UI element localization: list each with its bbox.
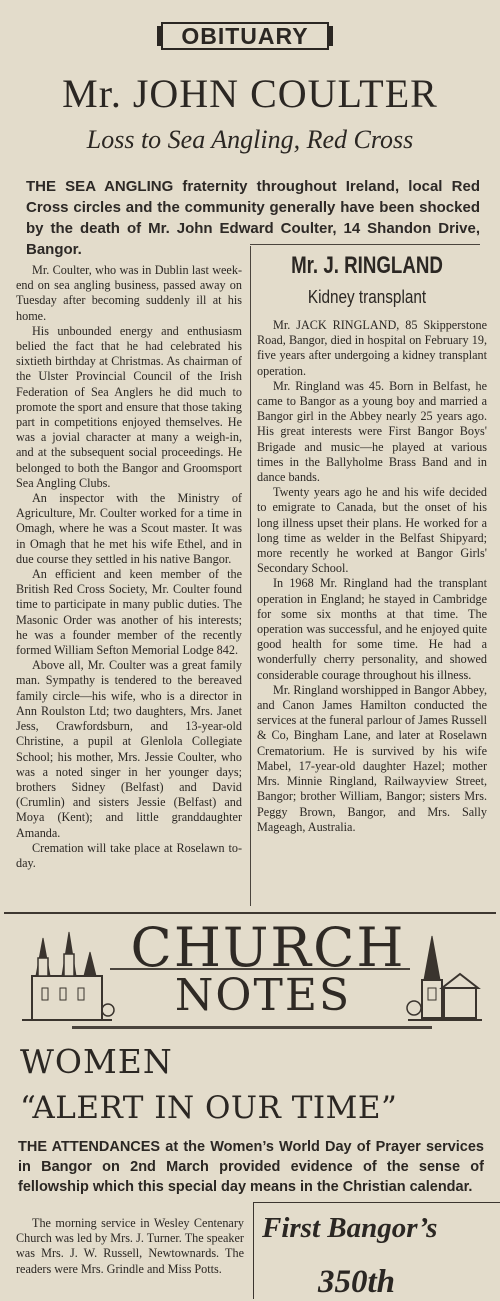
coulter-paragraph: Mr. Coulter, who was in Dublin last week-end on sea angling business, passed away on Tuesday after becoming suddenly ill at his home. <box>16 263 242 323</box>
banner-underline <box>72 1026 432 1029</box>
first-bangor-subtitle: 350th <box>318 1264 396 1300</box>
church-right-icon <box>407 936 482 1020</box>
column-divider <box>250 246 251 906</box>
first-bangor-title: First Bangor’s <box>262 1212 438 1244</box>
obituary-lead: THE SEA ANGLING fraternity throughout Ireland, local Red Cross circles and the community generally have been shocked by the death of Mr. John Edward Coulter, 14 Shandon Drive, Bangor. <box>26 178 480 258</box>
ringland-paragraph: Mr. Ringland was 45. Born in Belfast, he came to Bangor as a young boy and married a Bangor girl in the Abbey nearly 25 years ago. His great interests were First Bangor Boys' Brigade and music—he played at various times in the Ballyholme Brass Band and in dance bands. <box>257 378 487 485</box>
women-lead: THE ATTENDANCES at the Women’s World Day of Prayer services in Bangor on 2nd March provided evidence of the sense of fellowship which this special day means in the Christian calendar. <box>18 1139 484 1195</box>
coulter-paragraph: His unbounded energy and enthusiasm belied the fact that he had celebrated his sixtieth birthday at Christmas. As chairman of the Ulster Provincial Council of the Irish Federation of Sea Anglers he did much to promote the sport and ensure that those taking part in competitions enjoyed themselves. He was a jovial character at many a weigh-in, and at the subsequent social proceedings. He belonged to both the Bangor and Groomsport Sea Angling Clubs. <box>16 323 242 490</box>
section-label: OBITUARY <box>161 22 329 50</box>
obituary-headline: Mr. JOHN COULTER <box>62 71 438 116</box>
ringland-paragraph: Mr. JACK RINGLAND, 85 Skipperstone Road, Bangor, died in hospital on February 19, five years after undergoing a kidney transplant operation. <box>257 318 487 378</box>
women-paragraph: The morning service in Wesley Centenary Church was led by Mrs. J. Turner. The speaker was Mrs. J. W. Russell, Newtownards. The readers were Mrs. Grindle and Miss Potts. <box>16 1216 244 1276</box>
coulter-paragraph: Above all, Mr. Coulter was a great family man. Sympathy is tendered to the bereaved family circle—his wife, who is a director in Ann Roulston Ltd; two daughters, Mrs. Janet Jess, Crawfordsburn, and 13-year-old Christine, a pupil at Glenlola Collegiate School; his mother, Mrs. Jessie Coulter, who was a noted singer in her younger days; brothers Sidney (Belfast) and David (Crumlin) and sisters Jessie (Belfast) and Moya (Kent); and little granddaughter Amanda. <box>16 658 242 840</box>
ringland-paragraph: In 1968 Mr. Ringland had the transplant operation in England; he stayed in Cambridge for some six months at that time. The operation was successful, and he enjoyed quite good health for some time. He had a wonderfully cherry personality, and showed considerable courage throughout his illness. <box>257 576 487 682</box>
ringland-paragraph: Twenty years ago he and his wife decided to emigrate to Canada, but the onset of his long illness upset their plans. He worked for a long time as welder in the Belfast Shipyard; more recently he worked at Bangor Girls' Secondary School. <box>257 485 487 576</box>
section-separator <box>4 912 496 914</box>
cathedral-left-icon <box>22 932 114 1020</box>
ringland-paragraph: Mr. Ringland worshipped in Bangor Abbey, and Canon James Hamilton conducted the services at the funeral parlour of James Russell & Co, Bingham Lane, and later at Roselawn Crematorium. He is survived by his wife Mabel, 17-year-old daughter Hazel; mother Mrs. Minnie Ringland, Railwayview Street, Bangor; brother William, Bangor; sisters Mrs. Peggy Brown, Bangor, and Mrs. Sally Mageagh, Australia. <box>257 682 487 834</box>
women-article-body <box>16 1216 244 1277</box>
column-top-rule <box>250 244 480 245</box>
women-headline-line2: “ALERT IN OUR TIME” <box>20 1090 398 1126</box>
ringland-article-body <box>257 318 487 835</box>
women-headline-line1: WOMEN <box>20 1042 173 1081</box>
church-notes-banner-line1: CHURCH <box>130 916 406 979</box>
coulter-paragraph: An efficient and keen member of the British Red Cross Society, Mr. Coulter found time to participate in many public duties. The Masonic Order was another of his interests; he was a founder member of the recently formed William Sefton Memorial Lodge 842. <box>16 567 242 658</box>
obituary-subheadline: Loss to Sea Angling, Red Cross <box>86 125 414 154</box>
coulter-article-body <box>16 263 242 871</box>
coulter-paragraph: An inspector with the Ministry of Agriculture, Mr. Coulter worked for a time in Omagh, where he was a Scout master. It was in Omagh that he met his wife Ethel, and in due course they settled in his native Bangor. <box>16 491 242 566</box>
ringland-subheadline: Kidney transplant <box>307 287 427 307</box>
coulter-paragraph: Cremation will take place at Roselawn to-day. <box>16 840 242 870</box>
church-notes-banner-line2: NOTES <box>174 970 352 1021</box>
ringland-headline: Mr. J. RINGLAND <box>291 252 443 279</box>
